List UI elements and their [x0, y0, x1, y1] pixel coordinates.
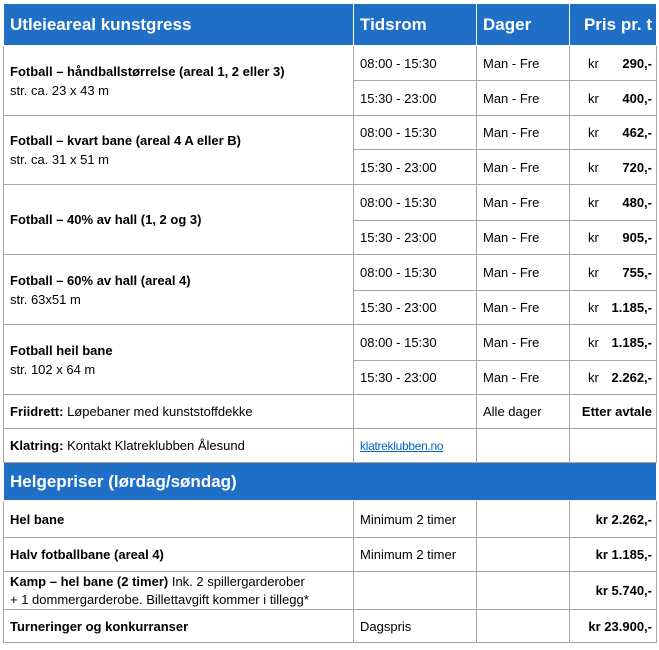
weekend-name: Kamp – hel bane (2 timer) — [10, 573, 169, 589]
weekend-header-row — [4, 463, 657, 501]
currency-label: kr — [588, 90, 599, 106]
time-cell: 15:30 - 23:00 — [354, 81, 477, 116]
table-row — [4, 325, 657, 361]
time-cell: Minimum 2 timer — [354, 501, 477, 538]
time-cell: 15:30 - 23:00 — [354, 291, 477, 325]
klatring-label: Klatring: — [10, 438, 64, 453]
price-cell: kr 23.900,- — [570, 610, 657, 643]
currency-label: kr — [588, 55, 599, 71]
area-cell — [4, 116, 354, 185]
area-size: str. ca. 23 x 43 m — [10, 82, 109, 98]
weekend-name-cell — [4, 572, 354, 610]
time-cell: Minimum 2 timer — [354, 538, 477, 572]
time-cell — [354, 572, 477, 610]
price-value: 1.185,- — [611, 300, 652, 315]
area-size: str. 102 x 64 m — [10, 361, 96, 377]
time-cell: 15:30 - 23:00 — [354, 221, 477, 255]
area-title: Fotball – håndballstørrelse (areal 1, 2 eller 3) — [10, 63, 285, 79]
price-cell: kr 1.185,- — [570, 538, 657, 572]
price-value: 2.262,- — [611, 370, 652, 385]
price-cell: kr 2.262,- — [570, 501, 657, 538]
days-cell: Man - Fre — [477, 221, 570, 255]
price-cell — [570, 116, 657, 150]
friidrett-label: Friidrett: — [10, 404, 64, 419]
area-cell — [4, 325, 354, 395]
time-cell: 15:30 - 23:00 — [354, 150, 477, 185]
days-cell: Man - Fre — [477, 116, 570, 150]
price-value: 462,- — [622, 125, 652, 140]
header-days: Dager — [477, 4, 570, 46]
price-cell — [570, 255, 657, 291]
days-cell: Man - Fre — [477, 46, 570, 81]
currency-label: kr — [588, 265, 599, 280]
price-cell: kr 5.740,- — [570, 572, 657, 610]
header-area: Utleieareal kunstgress — [4, 4, 354, 46]
price-table — [3, 3, 657, 643]
days-cell — [477, 501, 570, 538]
table-row — [4, 538, 657, 572]
price-value: 290,- — [622, 55, 652, 71]
days-cell: Alle dager — [477, 395, 570, 429]
days-cell: Man - Fre — [477, 185, 570, 221]
friidrett-text: Løpebaner med kunststoffdekke — [63, 404, 253, 419]
area-cell — [4, 46, 354, 116]
klatreklubben-link[interactable]: klatreklubben.no — [360, 439, 444, 453]
currency-label: kr — [588, 230, 599, 245]
time-cell: 15:30 - 23:00 — [354, 361, 477, 395]
days-cell: Man - Fre — [477, 291, 570, 325]
friidrett-cell — [4, 395, 354, 429]
link-cell — [354, 429, 477, 463]
header-time: Tidsrom — [354, 4, 477, 46]
price-cell — [570, 185, 657, 221]
table-row — [4, 185, 657, 221]
weekend-extra: Ink. 2 spillergarderober — [168, 573, 305, 589]
days-cell — [477, 538, 570, 572]
klatring-cell — [4, 429, 354, 463]
currency-label: kr — [588, 159, 599, 175]
days-cell — [477, 572, 570, 610]
price-cell — [570, 325, 657, 361]
price-cell — [570, 291, 657, 325]
weekend-title: Helgepriser (lørdag/søndag) — [4, 463, 657, 501]
area-size: str. ca. 31 x 51 m — [10, 152, 109, 167]
currency-label: kr — [588, 335, 599, 350]
price-value: 755,- — [622, 265, 652, 280]
price-cell — [570, 429, 657, 463]
area-title: Fotball heil bane — [10, 342, 113, 358]
time-cell: 08:00 - 15:30 — [354, 325, 477, 361]
days-cell: Man - Fre — [477, 150, 570, 185]
table-row — [4, 572, 657, 610]
days-cell: Man - Fre — [477, 255, 570, 291]
price-value: 400,- — [622, 90, 652, 106]
area-cell — [4, 185, 354, 255]
time-cell: 08:00 - 15:30 — [354, 46, 477, 81]
weekend-name: Hel bane — [4, 501, 354, 538]
currency-label: kr — [588, 125, 599, 140]
price-cell — [570, 46, 657, 81]
days-cell — [477, 429, 570, 463]
header-price: Pris pr. t — [570, 4, 657, 46]
time-cell: 08:00 - 15:30 — [354, 116, 477, 150]
price-value: 905,- — [622, 230, 652, 245]
price-cell — [570, 150, 657, 185]
table-header-row — [4, 4, 657, 46]
currency-label: kr — [588, 370, 599, 385]
time-cell: 08:00 - 15:30 — [354, 185, 477, 221]
weekend-extra-2: + 1 dommergarderobe. Billettavgift kommer i tillegg* — [10, 591, 309, 607]
currency-label: kr — [588, 300, 599, 315]
time-cell: 08:00 - 15:30 — [354, 255, 477, 291]
time-cell: Dagspris — [354, 610, 477, 643]
area-title: Fotball – kvart bane (areal 4 A eller B) — [10, 133, 241, 148]
price-cell — [570, 361, 657, 395]
days-cell: Man - Fre — [477, 361, 570, 395]
klatring-text: Kontakt Klatreklubben Ålesund — [63, 438, 245, 453]
area-size: str. 63x51 m — [10, 291, 81, 307]
table-row — [4, 429, 657, 463]
currency-label: kr — [588, 195, 599, 210]
area-title: Fotball – 40% av hall (1, 2 og 3) — [10, 212, 202, 227]
days-cell — [477, 610, 570, 643]
price-cell — [570, 81, 657, 116]
table-row — [4, 610, 657, 643]
price-value: 720,- — [622, 159, 652, 175]
weekend-name: Halv fotballbane (areal 4) — [4, 538, 354, 572]
price-value: 1.185,- — [611, 335, 652, 350]
table-row — [4, 255, 657, 291]
table-row — [4, 116, 657, 150]
price-cell — [570, 221, 657, 255]
table-row — [4, 501, 657, 538]
days-cell: Man - Fre — [477, 325, 570, 361]
price-cell: Etter avtale — [570, 395, 657, 429]
table-row — [4, 395, 657, 429]
area-cell — [4, 255, 354, 325]
time-cell — [354, 395, 477, 429]
days-cell: Man - Fre — [477, 81, 570, 116]
price-value: 480,- — [622, 195, 652, 210]
weekend-name: Turneringer og konkurranser — [4, 610, 354, 643]
table-row — [4, 46, 657, 81]
area-title: Fotball – 60% av hall (areal 4) — [10, 272, 191, 288]
